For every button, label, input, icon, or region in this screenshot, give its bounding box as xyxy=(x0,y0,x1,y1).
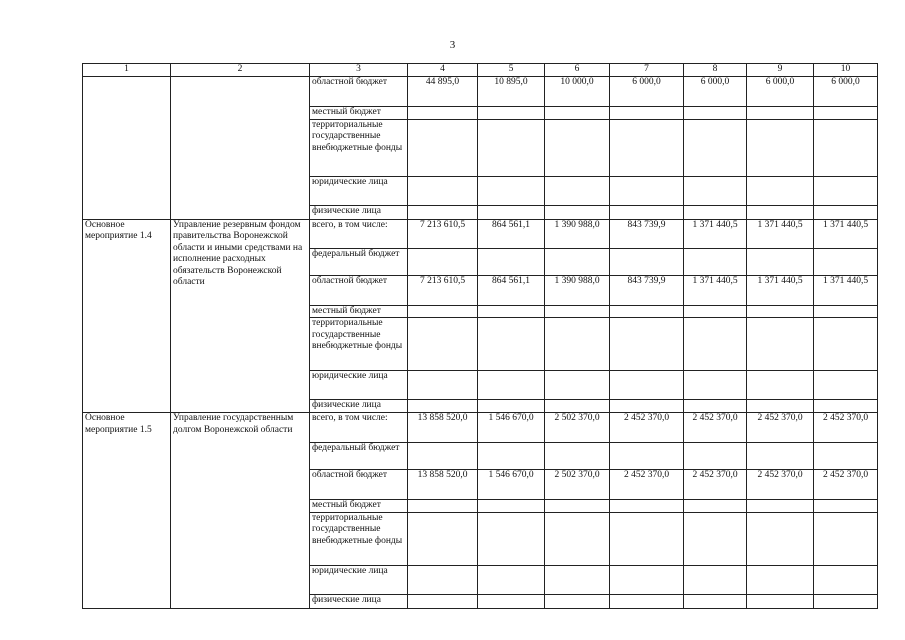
amount-cell xyxy=(610,371,684,400)
funding-source-cell: федеральный бюджет xyxy=(310,443,408,470)
amount-cell: 2 452 370,0 xyxy=(610,413,684,443)
amount-cell xyxy=(545,305,610,318)
amount-cell xyxy=(610,594,684,608)
funding-source-cell: всего, в том числе: xyxy=(310,219,408,248)
amount-cell: 864 561,1 xyxy=(478,275,545,305)
amount-cell xyxy=(814,107,878,120)
amount-cell: 843 739,9 xyxy=(610,219,684,248)
amount-cell xyxy=(478,500,545,513)
amount-cell xyxy=(747,305,814,318)
amount-cell xyxy=(610,318,684,371)
amount-cell xyxy=(684,500,747,513)
funding-source-cell: физические лица xyxy=(310,594,408,608)
amount-cell: 1 371 440,5 xyxy=(747,219,814,248)
amount-cell xyxy=(814,594,878,608)
event-cell: Основное мероприятие 1.5 xyxy=(83,413,171,609)
amount-cell xyxy=(408,400,478,413)
funding-source-cell: территориальные государственные внебюджетные фонды xyxy=(310,512,408,565)
amount-cell xyxy=(684,305,747,318)
amount-cell xyxy=(684,594,747,608)
amount-cell: 1 371 440,5 xyxy=(684,275,747,305)
column-number: 7 xyxy=(610,64,684,77)
amount-cell xyxy=(684,512,747,565)
amount-cell: 2 452 370,0 xyxy=(814,413,878,443)
funding-source-cell: территориальные государственные внебюджетные фонды xyxy=(310,119,408,176)
amount-cell xyxy=(747,248,814,275)
amount-cell xyxy=(684,176,747,205)
page-number: 3 xyxy=(449,39,456,51)
table-row xyxy=(83,77,878,107)
amount-cell: 10 000,0 xyxy=(545,77,610,107)
amount-cell: 2 452 370,0 xyxy=(814,470,878,500)
amount-cell xyxy=(545,119,610,176)
amount-cell xyxy=(814,400,878,413)
amount-cell xyxy=(545,400,610,413)
amount-cell: 7 213 610,5 xyxy=(408,275,478,305)
amount-cell xyxy=(684,565,747,594)
amount-cell xyxy=(545,443,610,470)
amount-cell xyxy=(478,371,545,400)
amount-cell: 44 895,0 xyxy=(408,77,478,107)
column-number: 5 xyxy=(478,64,545,77)
amount-cell xyxy=(610,565,684,594)
funding-source-cell: областной бюджет xyxy=(310,77,408,107)
event-name-cell: Управление резервным фондом правительства Воронежской области и иными средствами на исполнение расходных обязательств Воронежской области xyxy=(171,219,310,413)
amount-cell xyxy=(747,500,814,513)
funding-source-cell: юридические лица xyxy=(310,176,408,205)
funding-source-cell: физические лица xyxy=(310,400,408,413)
amount-cell xyxy=(408,305,478,318)
amount-cell xyxy=(545,205,610,219)
amount-cell xyxy=(408,107,478,120)
amount-cell: 843 739,9 xyxy=(610,275,684,305)
amount-cell xyxy=(747,512,814,565)
table-body xyxy=(83,77,878,609)
amount-cell xyxy=(814,248,878,275)
funding-source-cell: местный бюджет xyxy=(310,305,408,318)
amount-cell xyxy=(408,371,478,400)
amount-cell: 1 546 670,0 xyxy=(478,413,545,443)
amount-cell: 2 452 370,0 xyxy=(610,470,684,500)
amount-cell xyxy=(545,176,610,205)
amount-cell xyxy=(408,565,478,594)
table-row xyxy=(83,219,878,248)
column-number: 6 xyxy=(545,64,610,77)
budget-table xyxy=(82,63,878,609)
amount-cell xyxy=(478,176,545,205)
funding-source-cell: юридические лица xyxy=(310,371,408,400)
amount-cell xyxy=(814,305,878,318)
amount-cell xyxy=(684,205,747,219)
funding-source-cell: местный бюджет xyxy=(310,107,408,120)
amount-cell xyxy=(478,248,545,275)
amount-cell xyxy=(814,318,878,371)
amount-cell xyxy=(610,400,684,413)
amount-cell: 6 000,0 xyxy=(684,77,747,107)
amount-cell xyxy=(610,500,684,513)
funding-source-cell: областной бюджет xyxy=(310,275,408,305)
amount-cell xyxy=(684,318,747,371)
amount-cell xyxy=(545,248,610,275)
amount-cell xyxy=(684,400,747,413)
amount-cell xyxy=(478,305,545,318)
amount-cell: 2 502 370,0 xyxy=(545,470,610,500)
amount-cell xyxy=(408,594,478,608)
column-number: 8 xyxy=(684,64,747,77)
amount-cell xyxy=(408,205,478,219)
amount-cell xyxy=(684,371,747,400)
amount-cell xyxy=(408,176,478,205)
amount-cell: 10 895,0 xyxy=(478,77,545,107)
amount-cell xyxy=(610,205,684,219)
amount-cell xyxy=(747,176,814,205)
amount-cell xyxy=(610,305,684,318)
column-number: 1 xyxy=(83,64,171,77)
amount-cell xyxy=(610,248,684,275)
amount-cell: 13 858 520,0 xyxy=(408,413,478,443)
amount-cell: 1 546 670,0 xyxy=(478,470,545,500)
amount-cell xyxy=(478,594,545,608)
amount-cell xyxy=(408,500,478,513)
amount-cell xyxy=(545,565,610,594)
event-name-cell xyxy=(171,77,310,220)
column-number: 9 xyxy=(747,64,814,77)
amount-cell xyxy=(478,400,545,413)
amount-cell xyxy=(478,443,545,470)
amount-cell xyxy=(610,107,684,120)
amount-cell xyxy=(408,119,478,176)
amount-cell xyxy=(478,512,545,565)
amount-cell xyxy=(545,500,610,513)
amount-cell xyxy=(747,107,814,120)
amount-cell xyxy=(684,248,747,275)
amount-cell: 7 213 610,5 xyxy=(408,219,478,248)
amount-cell xyxy=(408,248,478,275)
funding-source-cell: территориальные государственные внебюджетные фонды xyxy=(310,318,408,371)
amount-cell xyxy=(408,443,478,470)
amount-cell: 6 000,0 xyxy=(747,77,814,107)
amount-cell: 2 452 370,0 xyxy=(684,470,747,500)
event-cell xyxy=(83,77,171,220)
amount-cell xyxy=(814,119,878,176)
amount-cell xyxy=(747,119,814,176)
amount-cell xyxy=(610,119,684,176)
amount-cell xyxy=(478,205,545,219)
event-cell: Основное мероприятие 1.4 xyxy=(83,219,171,413)
amount-cell: 13 858 520,0 xyxy=(408,470,478,500)
column-number: 4 xyxy=(408,64,478,77)
amount-cell xyxy=(747,400,814,413)
table-row xyxy=(83,413,878,443)
amount-cell xyxy=(814,443,878,470)
amount-cell xyxy=(814,205,878,219)
amount-cell xyxy=(747,205,814,219)
amount-cell xyxy=(408,318,478,371)
amount-cell xyxy=(545,318,610,371)
amount-cell xyxy=(814,565,878,594)
amount-cell: 1 390 988,0 xyxy=(545,275,610,305)
amount-cell: 1 371 440,5 xyxy=(684,219,747,248)
amount-cell: 1 371 440,5 xyxy=(747,275,814,305)
amount-cell xyxy=(545,107,610,120)
amount-cell: 6 000,0 xyxy=(814,77,878,107)
column-number: 2 xyxy=(171,64,310,77)
funding-source-cell: местный бюджет xyxy=(310,500,408,513)
amount-cell: 2 452 370,0 xyxy=(747,470,814,500)
funding-source-cell: федеральный бюджет xyxy=(310,248,408,275)
amount-cell xyxy=(747,594,814,608)
amount-cell xyxy=(814,500,878,513)
amount-cell: 864 561,1 xyxy=(478,219,545,248)
amount-cell: 2 502 370,0 xyxy=(545,413,610,443)
amount-cell: 1 371 440,5 xyxy=(814,275,878,305)
amount-cell xyxy=(610,176,684,205)
amount-cell xyxy=(747,318,814,371)
amount-cell xyxy=(747,565,814,594)
amount-cell xyxy=(478,318,545,371)
amount-cell xyxy=(814,176,878,205)
amount-cell xyxy=(684,119,747,176)
amount-cell xyxy=(610,512,684,565)
column-number: 3 xyxy=(310,64,408,77)
funding-source-cell: юридические лица xyxy=(310,565,408,594)
amount-cell xyxy=(684,107,747,120)
amount-cell xyxy=(545,594,610,608)
amount-cell xyxy=(684,443,747,470)
amount-cell xyxy=(478,565,545,594)
amount-cell xyxy=(478,107,545,120)
amount-cell: 2 452 370,0 xyxy=(747,413,814,443)
amount-cell xyxy=(814,371,878,400)
amount-cell xyxy=(545,371,610,400)
funding-source-cell: всего, в том числе: xyxy=(310,413,408,443)
event-name-cell: Управление государственным долгом Воронежской области xyxy=(171,413,310,609)
amount-cell: 2 452 370,0 xyxy=(684,413,747,443)
funding-source-cell: областной бюджет xyxy=(310,470,408,500)
amount-cell xyxy=(610,443,684,470)
amount-cell: 6 000,0 xyxy=(610,77,684,107)
column-number: 10 xyxy=(814,64,878,77)
amount-cell: 1 371 440,5 xyxy=(814,219,878,248)
amount-cell xyxy=(408,512,478,565)
amount-cell xyxy=(747,371,814,400)
amount-cell xyxy=(478,119,545,176)
amount-cell xyxy=(747,443,814,470)
column-number-row xyxy=(83,64,878,77)
amount-cell xyxy=(545,512,610,565)
funding-source-cell: физические лица xyxy=(310,205,408,219)
amount-cell: 1 390 988,0 xyxy=(545,219,610,248)
amount-cell xyxy=(814,512,878,565)
